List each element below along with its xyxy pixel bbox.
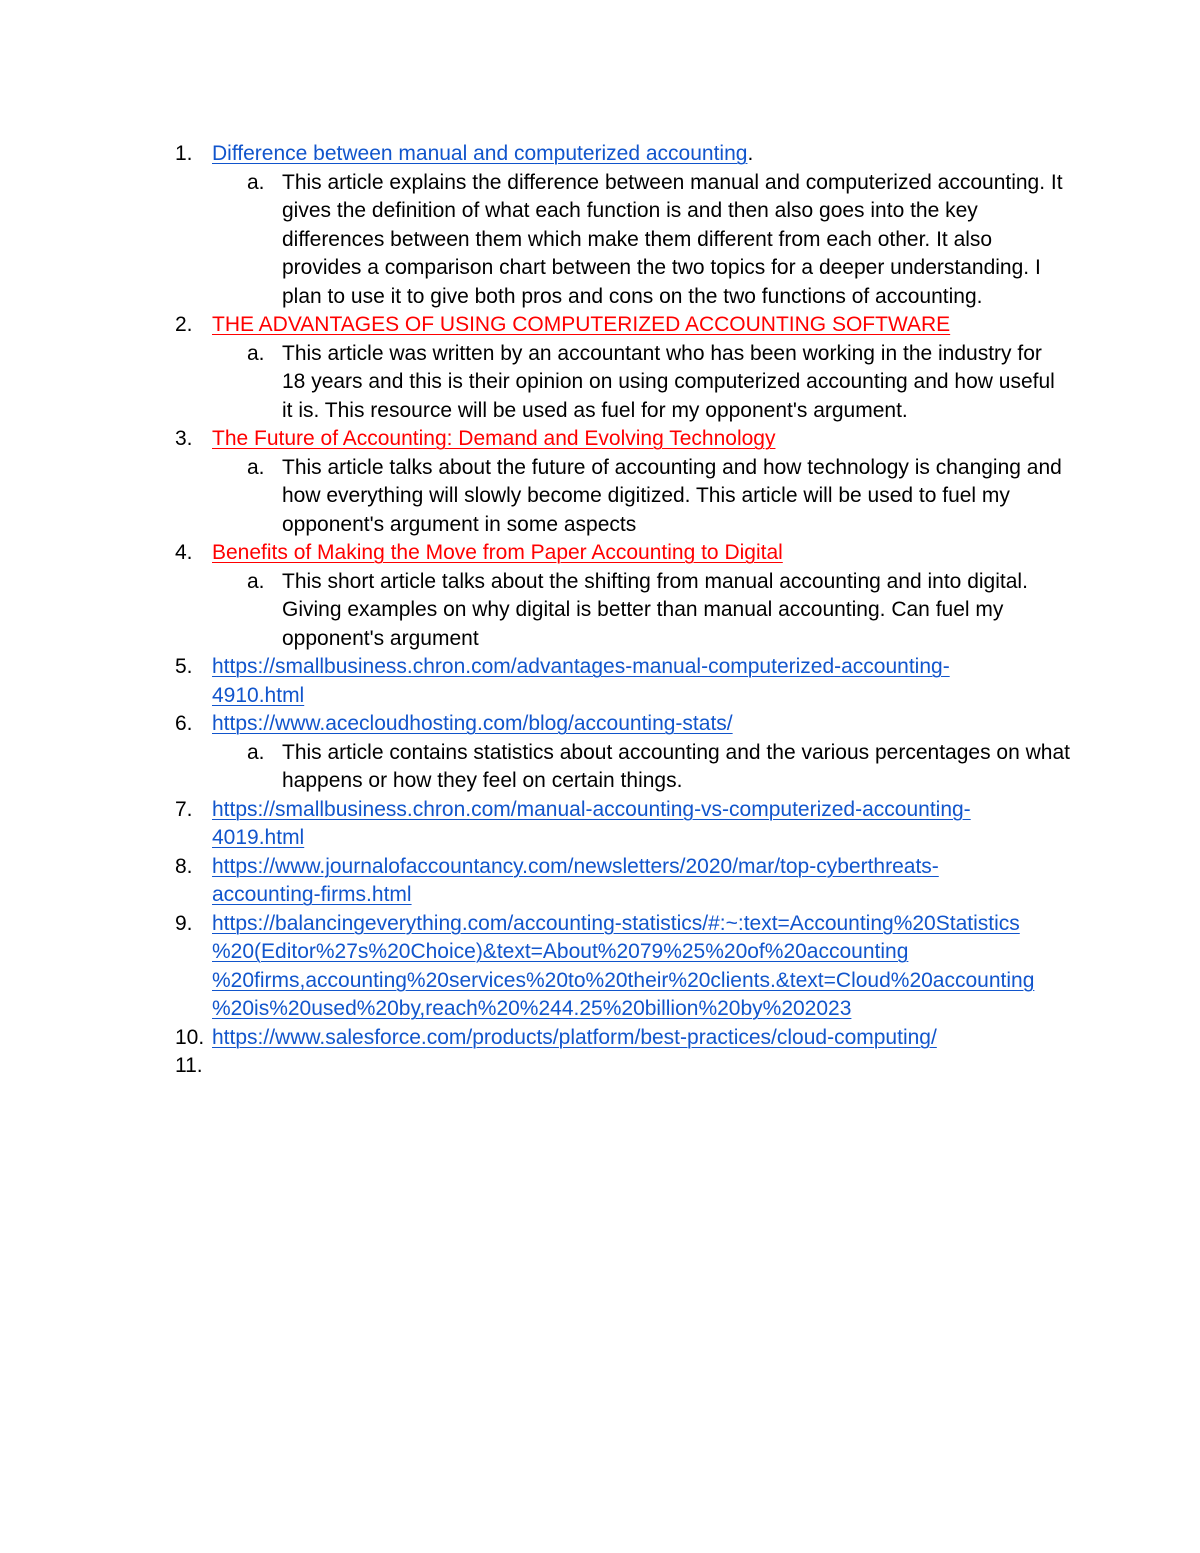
- empty-list-entry[interactable]: [212, 1054, 218, 1077]
- sub-item-4a: [170, 568, 1070, 654]
- sub-letter: a.: [247, 170, 265, 194]
- url-link-balancingeverything[interactable]: [212, 912, 1034, 1021]
- url-line: https://smallbusiness.chron.com/advantages-manual-computerized-accounting-: [212, 655, 950, 678]
- url-line: accounting-firms.html: [212, 883, 412, 906]
- annotation-text: This article explains the difference between manual and computerized accounting. It gives the definition of what each function is and then also goes into the key differences between them which make them different from each other. It also provides a comparison chart between the two topics for a deeper understanding. I plan to use it to give both pros and cons on the two functions of accounting.: [282, 170, 1063, 308]
- reference-list: [170, 140, 1070, 1081]
- list-item-3: [170, 425, 1070, 454]
- url-link-acecloudhosting[interactable]: https://www.acecloudhosting.com/blog/accounting-stats/: [212, 712, 733, 735]
- url-line: https://balancingeverything.com/accounting-statistics/#:~:text=Accounting%20Statistics: [212, 911, 1020, 935]
- article-link-manual-vs-computerized[interactable]: Difference between manual and computerized accounting: [212, 142, 748, 165]
- list-item-9: [170, 910, 1070, 1024]
- list-number: 3.: [175, 427, 193, 450]
- list-number: 6.: [175, 712, 193, 735]
- list-number: 10.: [175, 1025, 205, 1049]
- article-link-future-of-accounting[interactable]: The Future of Accounting: Demand and Evolving Technology: [212, 427, 776, 450]
- list-number: 1.: [175, 142, 193, 165]
- article-link-advantages-software[interactable]: THE ADVANTAGES OF USING COMPUTERIZED ACCOUNTING SOFTWARE: [212, 313, 951, 336]
- list-item-4: [170, 539, 1070, 568]
- url-link-chron-manual-vs[interactable]: [212, 798, 971, 850]
- list-number: 4.: [175, 541, 193, 564]
- list-number: 9.: [175, 911, 193, 935]
- list-item-8: [170, 853, 1070, 910]
- url-line: %20firms,accounting%20services%20to%20their%20clients.&text=Cloud%20accounting: [212, 968, 1035, 992]
- list-item-6: [170, 710, 1070, 739]
- annotation-text: This short article talks about the shifting from manual accounting and into digital. Giving examples on why digital is better than manual accounting. Can fuel my opponent's argument: [282, 569, 1028, 650]
- list-number: 11.: [175, 1054, 203, 1077]
- sub-item-1a: [170, 169, 1070, 312]
- sub-letter: a.: [247, 740, 265, 764]
- url-link-journalofaccountancy[interactable]: [212, 855, 939, 907]
- article-link-paper-to-digital[interactable]: Benefits of Making the Move from Paper Accounting to Digital: [212, 541, 783, 564]
- annotation-text: This article was written by an accountant who has been working in the industry for 18 years and this is their opinion on using computerized accounting and how useful it is. This resource will be used as fuel for my opponent's argument.: [282, 341, 1055, 422]
- url-line: %20(Editor%27s%20Choice)&text=About%2079%25%20of%20accounting: [212, 940, 909, 963]
- url-line: 4910.html: [212, 683, 305, 707]
- url-link-chron-advantages[interactable]: [212, 655, 950, 707]
- list-number: 5.: [175, 655, 193, 678]
- sub-letter: a.: [247, 341, 265, 365]
- annotation-text: This article contains statistics about accounting and the various percentages on what happens or how they feel on certain things.: [282, 740, 1070, 792]
- list-item-5: [170, 653, 1070, 710]
- list-item-1: [170, 140, 1070, 169]
- annotation-text: This article talks about the future of accounting and how technology is changing and how everything will slowly become digitized. This article will be used to fuel my opponent's argument in some aspects: [282, 455, 1062, 536]
- list-number: 7.: [175, 797, 193, 821]
- sub-item-2a: [170, 340, 1070, 426]
- sub-item-3a: [170, 454, 1070, 540]
- url-line: 4019.html: [212, 826, 305, 849]
- list-item-7: [170, 796, 1070, 853]
- url-line: https://www.journalofaccountancy.com/newsletters/2020/mar/top-cyberthreats-: [212, 854, 939, 878]
- title-period: .: [747, 142, 754, 165]
- list-item-10: [170, 1024, 1070, 1053]
- list-item-11: [170, 1052, 1070, 1081]
- list-item-2: [170, 311, 1070, 340]
- url-line: https://smallbusiness.chron.com/manual-accounting-vs-computerized-accounting-: [212, 797, 971, 821]
- sub-letter: a.: [247, 569, 265, 593]
- url-link-salesforce[interactable]: https://www.salesforce.com/products/platform/best-practices/cloud-computing/: [212, 1025, 937, 1049]
- url-line: %20is%20used%20by,reach%20%244.25%20billion%20by%202023: [212, 997, 852, 1020]
- list-number: 2.: [175, 313, 193, 336]
- sub-item-6a: [170, 739, 1070, 796]
- sub-letter: a.: [247, 455, 265, 479]
- list-number: 8.: [175, 854, 193, 878]
